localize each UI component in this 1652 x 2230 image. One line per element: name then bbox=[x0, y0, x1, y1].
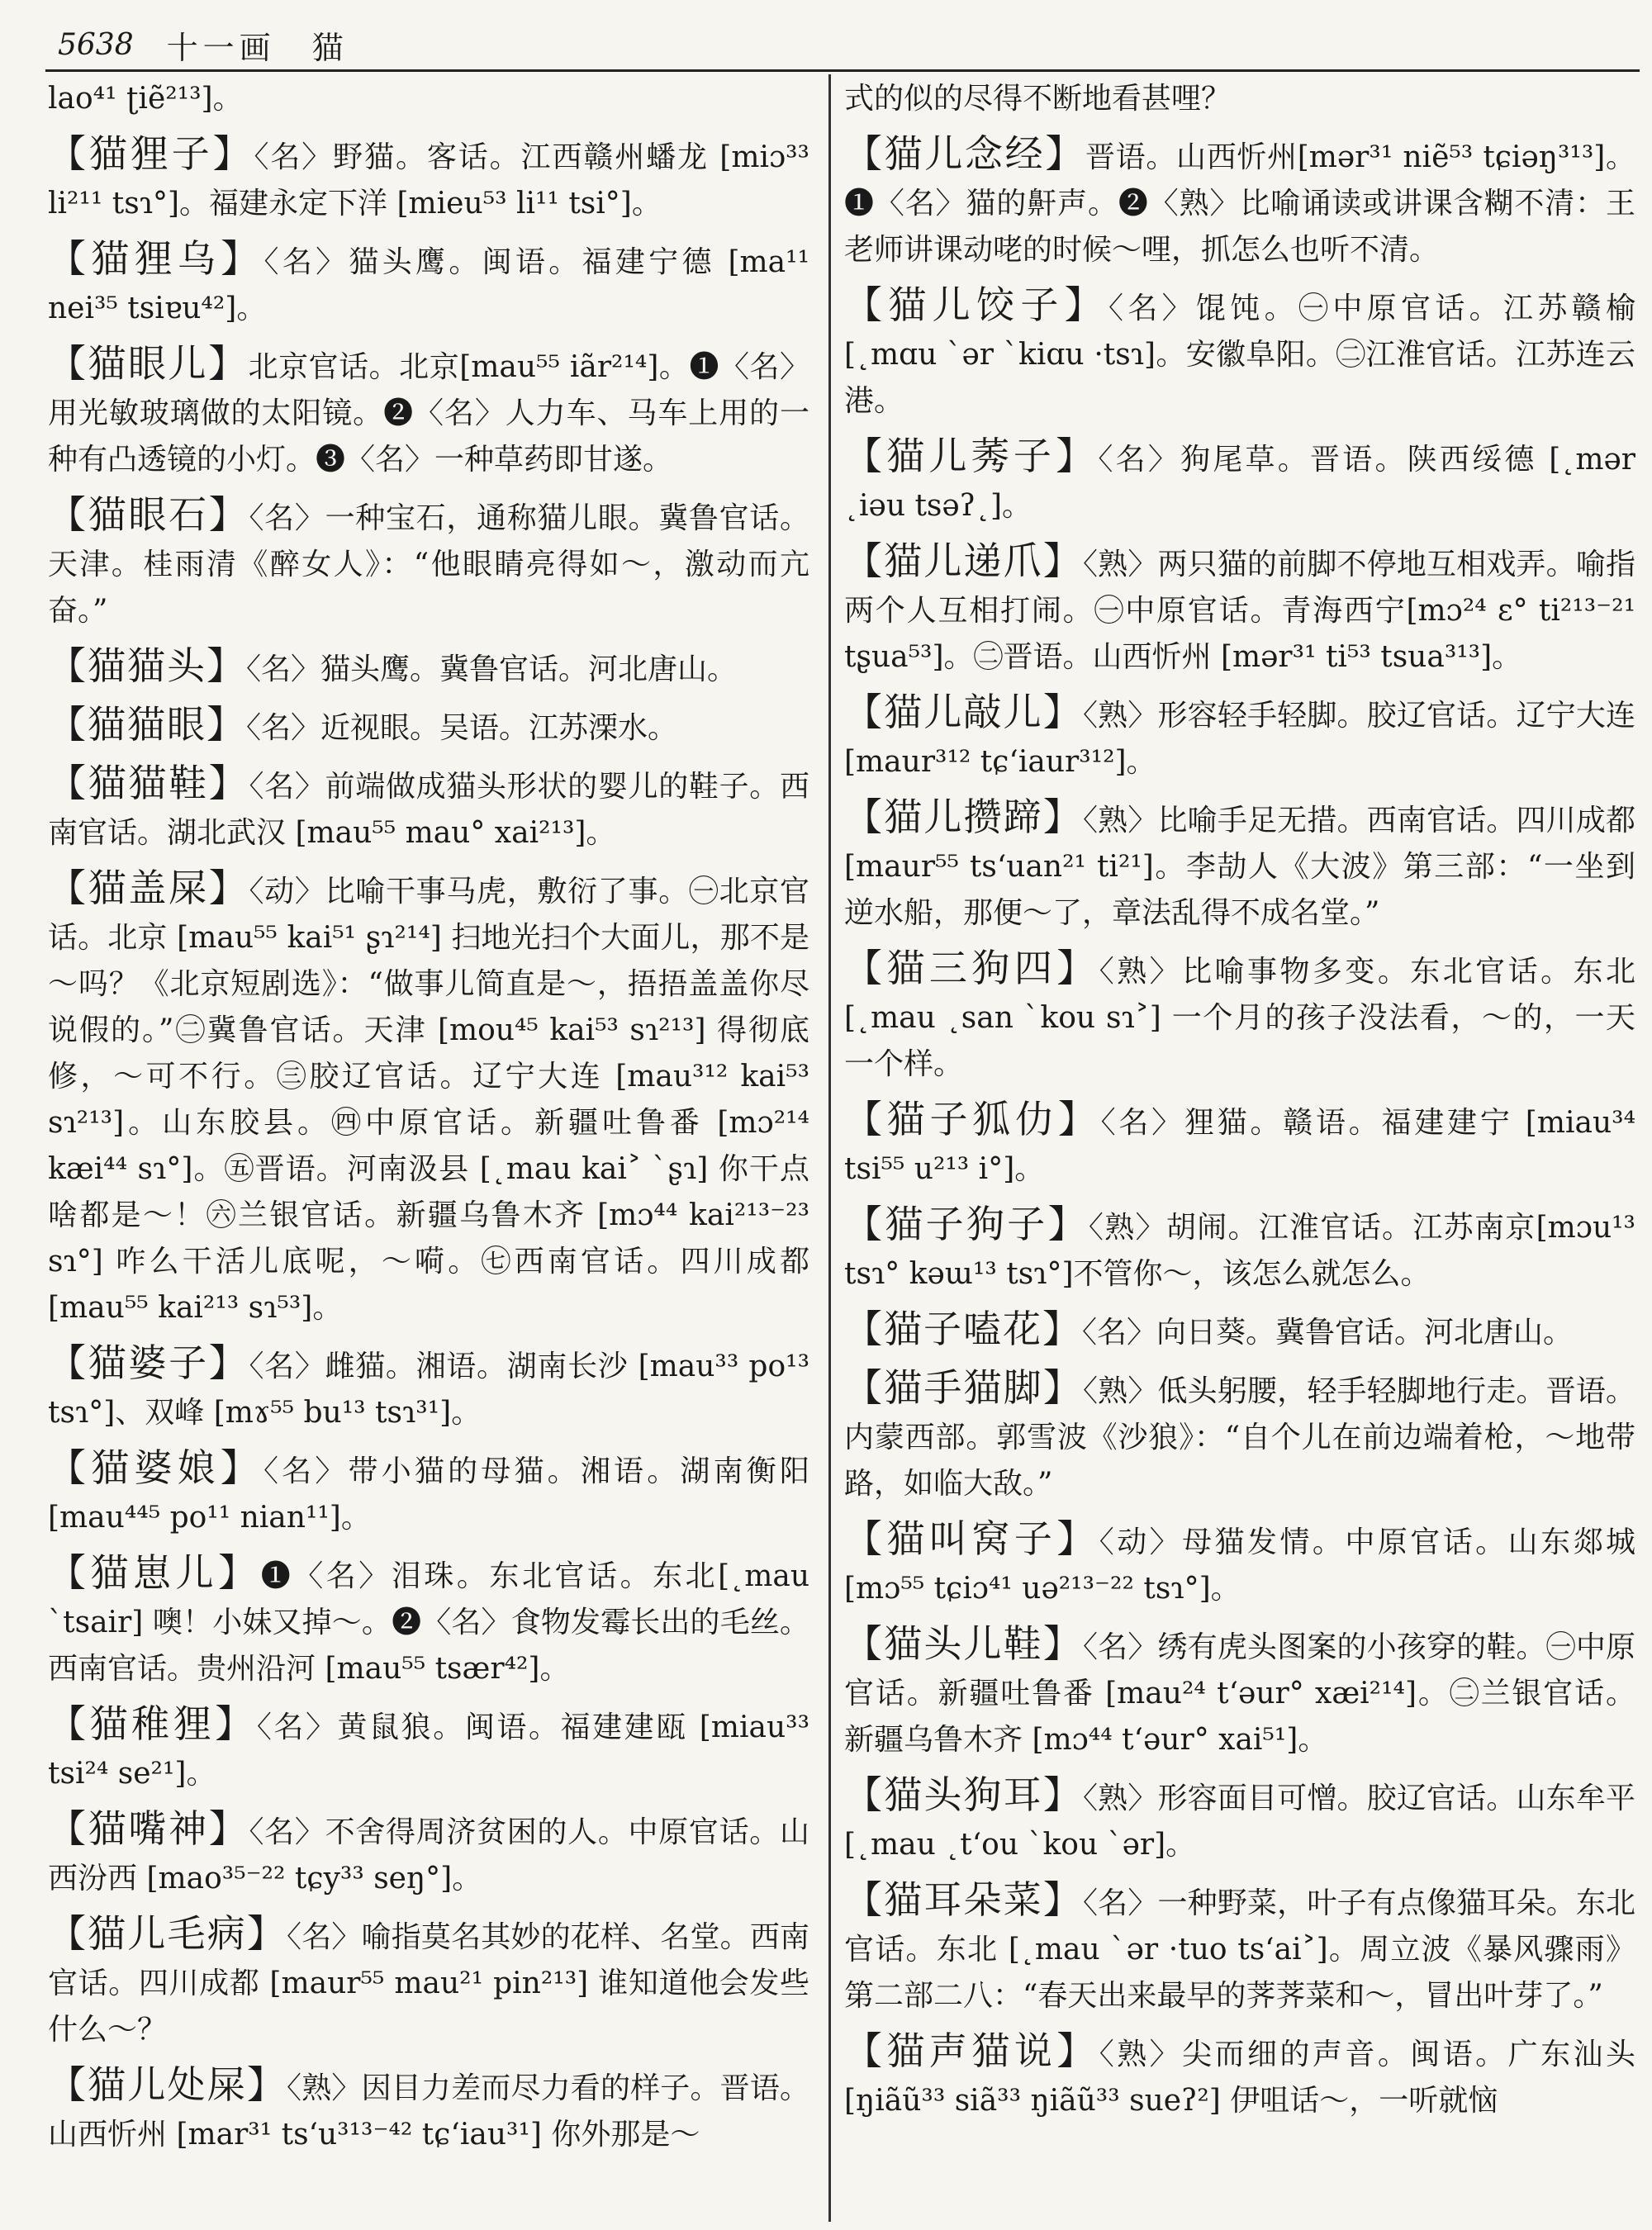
entry-definition: 〈熟〉形容面目可憎。胶辽官话。山东牟平 [˛mau ˛tʻou ˋkou ˋər]。 bbox=[844, 1782, 1635, 1862]
dictionary-entry bbox=[48, 76, 809, 122]
dictionary-entry bbox=[844, 282, 1635, 425]
dictionary-entry bbox=[48, 1549, 809, 1692]
dictionary-entry bbox=[844, 1306, 1635, 1356]
entry-definition: 〈熟〉因目力差而尽力看的样子。晋语。山西忻州 [mar³¹ tsʻu³¹³⁻⁴² tɕʻiau³¹] 你外那是～ bbox=[48, 2071, 809, 2152]
dictionary-entry bbox=[48, 1805, 809, 1902]
entry-definition: 〈名〉狸猫。赣语。福建建宁 [miau³⁴ tsi⁵⁵ u²¹³ i°]。 bbox=[844, 1106, 1636, 1186]
entry-headword: 【猫头儿鞋】 bbox=[844, 1621, 1083, 1666]
entry-headword: 【猫儿敲儿】 bbox=[844, 690, 1083, 734]
entry-headword: 【猫婆娘】 bbox=[48, 1445, 263, 1490]
dictionary-entry bbox=[844, 76, 1635, 122]
dictionary-entry bbox=[48, 235, 809, 332]
dictionary-entry bbox=[48, 865, 809, 1331]
entry-definition: lao⁴¹ ʈiẽ²¹³]。 bbox=[48, 82, 243, 116]
entry-headword: 【猫稚狸】 bbox=[48, 1701, 257, 1746]
header-title: 十一画 猫 bbox=[166, 29, 349, 66]
entry-definition: 〈熟〉比喻事物多变。东北官话。东北 [˛mau ˛san ˋkou sɿ˃] 一个月的孩子没法看，～的，一天一个样。 bbox=[844, 955, 1635, 1081]
entry-headword: 【猫儿递爪】 bbox=[844, 539, 1083, 583]
entry-definition: 〈熟〉低头躬腰，轻手轻脚地行走。晋语。内蒙西部。郭雪波《沙狼》：“自个儿在前边端着枪，～地带路，如临大敌。” bbox=[844, 1374, 1635, 1501]
entry-headword: 【猫儿念经】 bbox=[844, 131, 1086, 176]
entry-headword: 【猫子狗子】 bbox=[844, 1202, 1089, 1246]
header-rule bbox=[45, 69, 1640, 72]
entry-headword: 【猫儿莠子】 bbox=[844, 434, 1099, 478]
entry-headword: 【猫盖屎】 bbox=[48, 866, 249, 910]
entry-definition: 〈名〉向日葵。冀鲁官话。河北唐山。 bbox=[1082, 1316, 1574, 1350]
dictionary-entry bbox=[48, 760, 809, 856]
entry-definition: 〈熟〉形容轻手轻脚。胶辽官话。辽宁大连 [maur³¹² tɕʻiaur³¹²]。 bbox=[844, 699, 1635, 779]
entry-definition: 〈名〉绣有虎头图案的小孩穿的鞋。㊀中原官话。新疆吐鲁番 [mau²⁴ tʻəur° xæi²¹⁴]。㊁兰银官话。新疆乌鲁木齐 [mɔ⁴⁴ tʻəur° xai⁵¹]。 bbox=[844, 1630, 1635, 1757]
entry-headword: 【猫猫眼】 bbox=[48, 702, 246, 747]
dictionary-entry bbox=[844, 130, 1635, 273]
dictionary-entry bbox=[844, 1096, 1635, 1193]
dictionary-entry bbox=[844, 1364, 1635, 1507]
dictionary-entry bbox=[48, 130, 809, 227]
dictionary-entry bbox=[48, 491, 809, 634]
page-header bbox=[58, 18, 1644, 71]
dictionary-entry bbox=[48, 2062, 809, 2158]
entry-definition: 〈名〉野猫。客话。江西赣州蟠龙 [miɔ³³ li²¹¹ tsɿ°]。福建永定下洋 [mieu⁵³ li¹¹ tsi°]。 bbox=[48, 140, 809, 221]
entry-definition: 〈名〉前端做成猫头形状的婴儿的鞋子。西南官话。湖北武汉 [mau⁵⁵ mau° xai²¹³]。 bbox=[48, 770, 809, 850]
entry-definition: 〈动〉母猫发情。中原官话。山东郯城 [mɔ⁵⁵ tɕiɔ⁴¹ uə²¹³⁻²² tsɿ°]。 bbox=[844, 1525, 1635, 1606]
entry-definition: 〈名〉黄鼠狼。闽语。福建建瓯 [miau³³ tsi²⁴ se²¹]。 bbox=[48, 1710, 810, 1791]
entry-definition: 〈名〉猫头鹰。冀鲁官话。河北唐山。 bbox=[246, 652, 738, 686]
entry-headword: 【猫眼儿】 bbox=[48, 341, 249, 386]
entry-headword: 【猫猫鞋】 bbox=[48, 761, 249, 805]
dictionary-entry bbox=[48, 1445, 809, 1541]
entry-headword: 【猫子狐仂】 bbox=[844, 1097, 1101, 1141]
entry-definition: 〈名〉一种宝石，通称猫儿眼。冀鲁官话。天津。桂雨清《醉女人》：“他眼睛亮得如～，激动而亢奋。” bbox=[48, 501, 809, 628]
entry-headword: 【猫狸乌】 bbox=[48, 236, 264, 281]
column-divider bbox=[828, 74, 831, 2222]
entry-headword: 【猫嘴神】 bbox=[48, 1806, 249, 1851]
dictionary-entry bbox=[844, 1877, 1635, 2019]
entry-definition: 〈熟〉两只猫的前脚不停地互相戏弄。喻指两个人互相打闹。㊀中原官话。青海西宁[mɔ²⁴ ɛ° ti²¹³⁻²¹ tʂua⁵³]。㊁晋语。山西忻州 [mər³¹ ti⁵³ tsua³¹³]。 bbox=[844, 548, 1635, 674]
dictionary-entry bbox=[844, 433, 1635, 529]
entry-definition: 〈名〉近视眼。吴语。江苏溧水。 bbox=[246, 711, 678, 745]
entry-headword: 【猫耳朵菜】 bbox=[844, 1877, 1083, 1922]
dictionary-entry bbox=[844, 1620, 1635, 1763]
entry-headword: 【猫声猫说】 bbox=[844, 2028, 1099, 2073]
page-number: 5638 bbox=[58, 27, 134, 62]
entry-definition: 北京官话。北京[mau⁵⁵ iãr²¹⁴]。❶〈名〉用光敏玻璃做的太阳镜。❷〈名〉人力车、马车上用的一种有凸透镜的小灯。❸〈名〉一种草药即甘遂。 bbox=[48, 350, 809, 477]
entry-definition: 〈熟〉比喻手足无措。西南官话。四川成都 [maur⁵⁵ tsʻuan²¹ ti²¹]。李劼人《大波》第三部：“一坐到逆水船，那便～了，章法乱得不成名堂。” bbox=[844, 804, 1635, 930]
entry-headword: 【猫婆子】 bbox=[48, 1340, 249, 1385]
entry-definition: 晋语。山西忻州[mər³¹ niẽ⁵³ tɕiəŋ³¹³]。❶〈名〉猫的鼾声。❷〈熟〉比喻诵读或讲课含糊不清：王老师讲课动咾的时候～哩，抓怎么也听不清。 bbox=[844, 140, 1635, 267]
dictionary-entry bbox=[844, 945, 1635, 1088]
dictionary-entry bbox=[48, 701, 809, 752]
entry-definition: 式的似的尽得不断地看甚哩？ bbox=[844, 82, 1232, 116]
dictionary-entry bbox=[844, 794, 1635, 937]
entry-headword: 【猫三狗四】 bbox=[844, 946, 1099, 990]
entry-headword: 【猫儿处屎】 bbox=[48, 2062, 287, 2107]
entry-definition: 〈熟〉胡闹。江淮官话。江苏南京[mɔu¹³ tsɿ° kəɯ¹³ tsɿ°]不管你～，该怎么就怎么。 bbox=[844, 1211, 1635, 1291]
entry-definition: 〈名〉不舍得周济贫困的人。中原官话。山西汾西 [mao³⁵⁻²² tɕy³³ seŋ°]。 bbox=[48, 1815, 809, 1896]
entry-definition: 〈名〉猫头鹰。闽语。福建宁德 [ma¹¹ nei³⁵ tsiɐu⁴²]。 bbox=[48, 245, 810, 325]
dictionary-entry bbox=[844, 1516, 1635, 1612]
dictionary-entry bbox=[844, 2028, 1635, 2124]
dictionary-entry bbox=[844, 1772, 1635, 1868]
entry-definition: 〈名〉喻指莫名其妙的花样、名堂。西南官话。四川成都 [maur⁵⁵ mau²¹ pin²¹³] 谁知道他会发些什么～？ bbox=[48, 1920, 809, 2047]
entry-definition: 〈名〉雌猫。湘语。湖南长沙 [mau³³ po¹³ tsɿ°]、双峰 [mɤ⁵⁵ bu¹³ tsɿ³¹]。 bbox=[48, 1350, 810, 1430]
entry-headword: 【猫叫窝子】 bbox=[844, 1516, 1099, 1561]
entry-headword: 【猫儿饺子】 bbox=[844, 282, 1108, 327]
entry-headword: 【猫崽儿】 bbox=[48, 1550, 261, 1595]
entry-headword: 【猫手猫脚】 bbox=[844, 1365, 1083, 1410]
entry-definition: 〈名〉馄饨。㊀中原官话。江苏赣榆 [˛mɑu ˋər ˋkiɑu ·tsɿ]。安徽阜阳。㊁江淮官话。江苏连云港。 bbox=[844, 292, 1635, 418]
left-column bbox=[48, 76, 809, 2166]
entry-definition: 〈名〉狗尾草。晋语。陕西绥德 [˛mər ˛iəu tsəʔ˛]。 bbox=[844, 443, 1636, 523]
entry-headword: 【猫眼石】 bbox=[48, 492, 249, 537]
entry-headword: 【猫儿毛病】 bbox=[48, 1911, 287, 1956]
entry-definition: ❶〈名〉泪珠。东北官话。东北[˛mau ˋtsair] 噢！小妹又掉～。❷〈名〉食物发霉长出的毛丝。西南官话。贵州沿河 [mau⁵⁵ tsær⁴²]。 bbox=[48, 1559, 810, 1686]
entry-headword: 【猫狸子】 bbox=[48, 131, 254, 176]
dictionary-entry bbox=[48, 1701, 809, 1797]
entry-headword: 【猫头狗耳】 bbox=[844, 1772, 1083, 1817]
dictionary-entry bbox=[844, 689, 1635, 785]
entry-definition: 〈名〉带小猫的母猫。湘语。湖南衡阳 [mau⁴⁴⁵ po¹¹ nian¹¹]。 bbox=[48, 1454, 809, 1535]
right-column bbox=[844, 76, 1635, 2133]
dictionary-entry bbox=[48, 1910, 809, 2053]
entry-definition: 〈动〉比喻干事马虎，敷衍了事。㊀北京官话。北京 [mau⁵⁵ kai⁵¹ ʂɿ²¹⁴] 扫地光扫个大面儿，那不是～吗？《北京短剧选》：“做事儿简直是～，捂捂盖盖你尽说假的。”㊁冀鲁官话。天津 [mou⁴⁵ kai⁵³ sɿ²¹³] 得彻底修，～可不行。㊂胶辽官话。辽宁大连 [mau³¹² kai⁵³ sɿ²¹³]。山东胶县。㊃中原官话。新疆吐鲁番 [mɔ²¹⁴ kæi⁴⁴ sɿ°]。㊄晋语。河南汲县 [˛mau kai˃ ˋʂɿ] 你干点啥都是～！㊅兰银官话。新疆乌鲁木齐 [mɔ⁴⁴ kai²¹³⁻²³ sɿ°] 咋么干活儿底呢，～嗬。㊆西南官话。四川成都 [mau⁵⁵ kai²¹³ sɿ⁵³]。 bbox=[48, 875, 809, 1325]
entry-headword: 【猫子嗑花】 bbox=[844, 1307, 1082, 1351]
entry-headword: 【猫猫头】 bbox=[48, 643, 246, 688]
entry-definition: 〈熟〉尖而细的声音。闽语。广东汕头 [ŋiãũ³³ siã³³ ŋiãũ³³ sueʔ²] 伊咀话～，一听就恼 bbox=[844, 2038, 1635, 2118]
dictionary-entry bbox=[48, 643, 809, 693]
dictionary-entry bbox=[48, 340, 809, 483]
dictionary-entry bbox=[844, 1201, 1635, 1298]
dictionary-entry bbox=[844, 538, 1635, 681]
entry-headword: 【猫儿攒蹄】 bbox=[844, 795, 1083, 839]
entry-definition: 〈名〉一种野菜，叶子有点像猫耳朵。东北官话。东北 [˛mau ˋər ·tuo tsʻai˃]。周立波《暴风骤雨》第二部二八：“春天出来最早的荠荠菜和～，冒出叶芽了。” bbox=[844, 1886, 1635, 2013]
dictionary-entry bbox=[48, 1340, 809, 1436]
